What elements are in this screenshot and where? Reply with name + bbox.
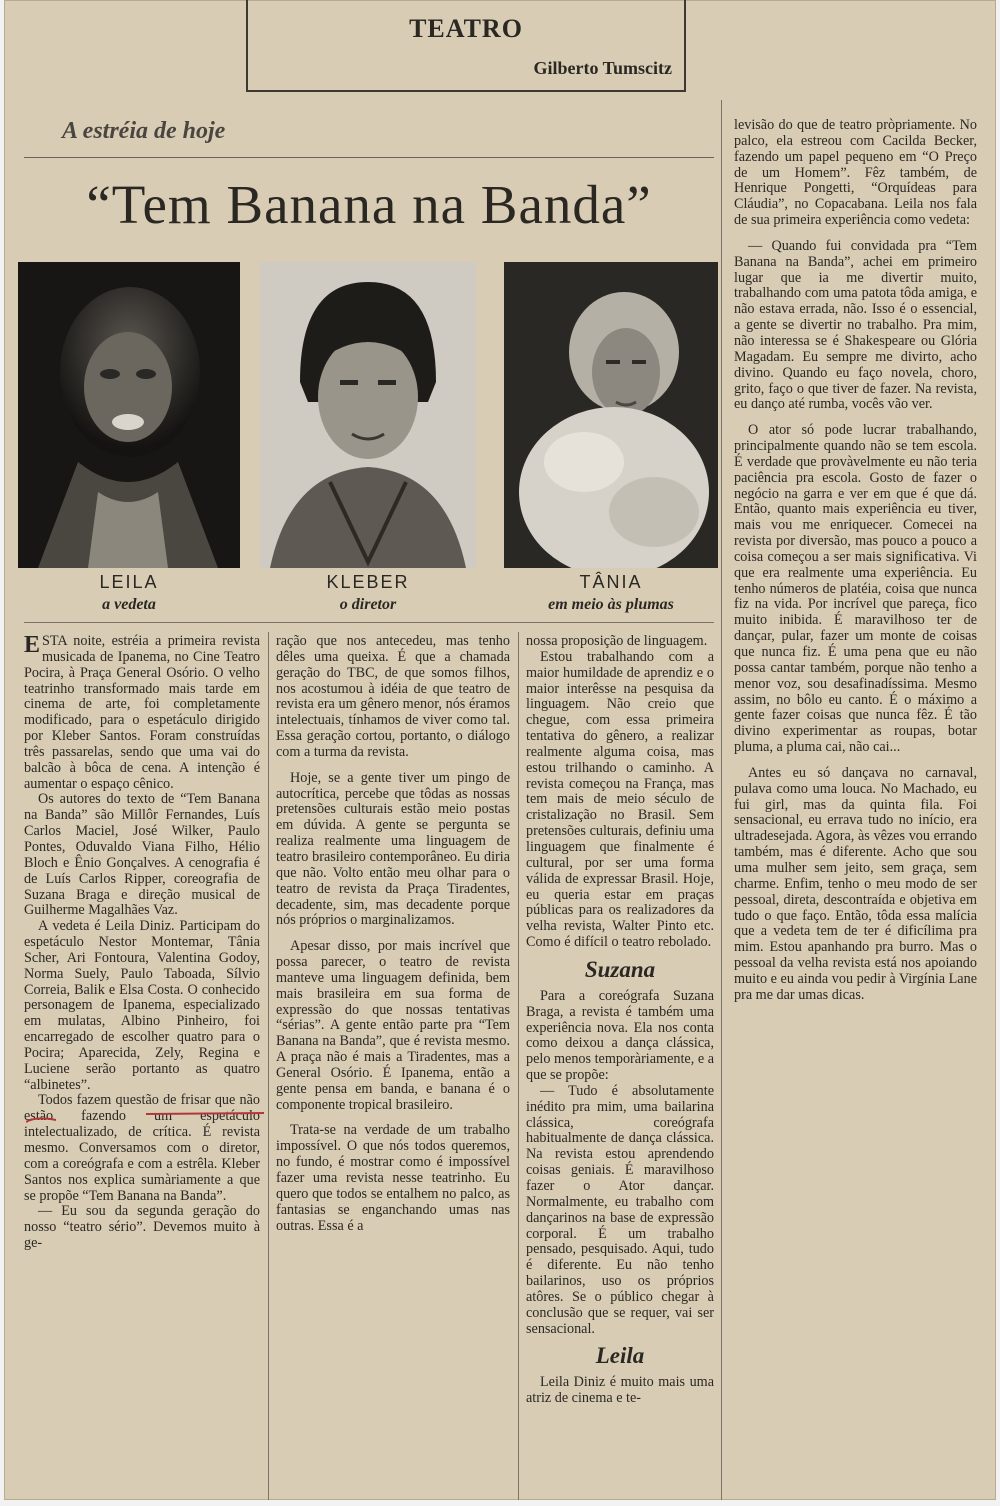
- caption-name-leila: LEILA: [99, 572, 159, 592]
- photo-tania: [504, 262, 718, 568]
- paragraph: levisão do que de teatro pròpriamente. No palco, ela estreou com Cacilda Becker, fazendo um papel pequeno em “O Preço de um Homem”. Fêz também, de Henrique Pongetti, “Orquídeas para Cláudia”, no Copacabana. Leila nos fala de sua primeira experiência como vedeta:: [734, 118, 977, 229]
- paragraph-text: STA noite, estréia a primeira revista musicada de Ipanema, no Cine Teatro Pocira, à Praça General Osório. O velho teatrinho transformado mais tarde em cinema de arte, foi completamente modificado, para o espetáculo dirigido por Kleber Santos. Foram construídas três passarelas, sendo que uma vai do balcão à bôca de cena. A intenção é aumentar o espaço cênico.: [24, 634, 260, 792]
- paragraph: A vedeta é Leila Diniz. Participam do espetáculo Nestor Montemar, Tânia Scher, Ari Fontoura, Valentina Godoy, Norma Suely, Paulo Taboada, Sílvio Correia, Balik e Elsa Costa. O conhecido personagem de Ipanema, especializado em mulatas, Albino Pinheiro, foi encarregado de escolher quatro para o Pocira; Aparecida, Zely, Regina e Luciene serão portanto as quatro “albinetes”.: [24, 918, 260, 1093]
- paragraph: Trata-se na verdade de um trabalho impossível. O que nós todos queremos, no fundo, é mostrar como é impossível fazer uma revista nesse teatrinho. Eu quero que todos se entalhem no palco, as fantasias se enganchando umas nas outras. Essa é a: [276, 1122, 510, 1234]
- paragraph: — Quando fui convidada pra “Tem Banana na Banda”, achei em primeiro lugar que ia me divertir muito, trabalhando com uma patota tôda amiga, e não estava errada, não. Isso é o essencial, a gente se divertir no trabalho. Pra mim, não interessa se é Shakespeare ou Glória Magadam. Eu sempre me divirto, acho divino. Quando eu faço novela, choro, grito, faço o que tiver de fazer. Na revista, eu danço até rumba, vocês vão ver.: [734, 237, 977, 413]
- caption-role-leila: a vedeta: [102, 596, 156, 613]
- paragraph: Estou trabalhando com a maior humildade de aprendiz e o maior interêsse na pesquisa da linguagem. Não creio que chegue, com essa primeira tentativa do gênero, a realizar realmente alguma coisa, mas estou trilhando o caminho. A revista começou na França, mas tem mais de meio século de cristalização no Brasil. Sem pretensões culturais, definiu uma linguagem que finalmente é cultural, por ser uma forma válida de expressar Brasil. Hoje, eu queria estar em praças públicas para os realizadores da velha revista, Walter Pinto etc. Como é difícil o teatro rebolado.: [526, 648, 714, 951]
- paragraph: — Eu sou da segunda geração do nosso “teatro sério”. Devemos muito à ge-: [24, 1203, 260, 1252]
- pen-underline-mark: [26, 1110, 266, 1124]
- caption-name-tania: TÂNIA: [579, 572, 643, 592]
- paragraph: Para a coreógrafa Suzana Braga, a revista é também uma experiência nova. Ela nos conta como deixou a dança clássica, pelo menos temporàriamente, e a que se propõe:: [526, 987, 714, 1084]
- subheading-leila: Leila: [595, 1343, 645, 1369]
- paragraph: Leila Diniz é muito mais uma atriz de cinema e te-: [526, 1374, 714, 1407]
- photo-leila: [18, 262, 240, 568]
- paragraph: nossa proposição de linguagem.: [526, 634, 708, 649]
- headline: “Tem Banana na Banda”: [86, 174, 652, 235]
- caption-name-kleber: KLEBER: [326, 572, 410, 592]
- paragraph: Apesar disso, por mais incrível que possa parecer, o teatro de revista manteve uma linguagem definida, bem mais brasileira em sua forma de expressão do que nossas tentativas “sérias”. A gente então parte pra “Tem Banana na Banda”, que é revista mesmo. A praça não é mais a Tiradentes, mas a General Osório. É Ipanema, então a gente pensa em banda, e banana é o componente tropical brasileiro.: [276, 938, 510, 1113]
- column-rule: [268, 632, 269, 1500]
- paragraph: ração que nos antecedeu, mas tenho dêles uma queixa. É que a chamada geração do TBC, de que somos filhos, nos acostumou à idéia de que teatro de revista era um gênero menor, nós éramos intelectuais, tínhamos de viver como tal. Essa geração cortou, portanto, o diálogo com a turma da revista.: [276, 634, 510, 760]
- section-header: [246, 0, 686, 92]
- paragraph: — Tudo é absolutamente inédito pra mim, uma bailarina clássica, coreógrafa habitualmente de dança clássica. Na revista estou aprendendo coisas geniais. É maravilhoso fazer o Ator dançar. Normalmente, eu trabalho com dançarinos na base de expressão corporal. É um trabalho pensado, pesquisado. Aqui, tudo é diferente. Eu não tenho bailarinos, uso os próprios atôres. Se o público chegar à conclusão que se requer, vai ser sensacional.: [526, 1082, 714, 1337]
- kicker: A estréia de hoje: [62, 118, 226, 144]
- paragraph: Os autores do texto de “Tem Banana na Banda” são Millôr Fernandes, Luís Carlos Maciel, José Wilker, Paulo Pontes, Oduvaldo Viana Filho, Hélio Bloch e Ênio Gonçalves. A cenografia é de Luís Carlos Ripper, coreografia de Suzana Braga e direção musical de Guilherme Magalhães Vaz.: [24, 791, 260, 919]
- column-rule: [518, 632, 519, 1500]
- drop-cap: E: [24, 634, 41, 658]
- paragraph: [24, 634, 260, 792]
- column-rule: [721, 100, 722, 1500]
- paragraph: Antes eu só dançava no carnaval, pulava como uma louca. No Machado, eu fui girl, mas da quinta fila. Foi sensacional, eu errava tudo no início, era ultradesejada. Agora, às vêzes vou errando também, mas é diferente. Acho que sou uma mulher sem jeito, sem graça, sem charme. Enfim, tenho o meu modo de ser pessoal, direta, descontraída e objetiva em tudo o que faço. Então, tôda essa malícia que a vedeta tem de ter é dificílima pra mim. Estou apanhando pra burro. Mas o pessoal da velha revista está nos apoiando muito e eu ainda vou pedir à Virgínia Lane pra me dar umas dicas.: [734, 764, 977, 1003]
- divider: [24, 622, 714, 623]
- caption-role-tania: em meio às plumas: [548, 596, 674, 613]
- newspaper-page: [4, 0, 996, 1500]
- paragraph: O ator só pode lucrar trabalhando, principalmente quando não se tem escola. É verdade que provàvelmente eu não teria paciência pra escola. Gosto de fazer o negócio na garra e ver em que é que dá. Então, quanto mais experiência eu tiver, mais vou me enriquecer. Comecei na revista por diversão, mas pouco a pouco a coisa começou a ser mais significativa. Vi que era realmente uma experiência. Eu tenho números de platéia, coisa que nunca fiz na vida. Por incrível que pareça, fico muito inibida. É maravilhoso ter de dançar, pular, fazer um monte de coisas que nunca fiz. É uma pena que eu não possa cantar também, porque não tenho a menor voz, sou desafinadíssima. Mesmo assim, no bôlo eu canto. É o máximo a gente fazer coisas que nunca fêz. É tão divino experimentar as roupas, botar pluma, a pluma cai, não cai...: [734, 422, 977, 756]
- article-column-2: [276, 634, 510, 1500]
- author-byline: Gilberto Tumscitz: [533, 58, 672, 78]
- divider: [24, 157, 714, 158]
- paragraph: Todos fazem questão de frisar que não estão fazendo um espetáculo intelectualizado, de crítica. É revista mesmo. Conversamos com o diretor, com a coreógrafa e com a estrêla. Kleber Santos nos explica sumàriamente a que se propõe “Tem Banana na Banda”.: [24, 1092, 260, 1204]
- section-title: TEATRO: [409, 14, 523, 43]
- paragraph: Hoje, se a gente tiver um pingo de autocrítica, percebe que tôdas as nossas pretensões culturais estão meio postas em dúvida. A gente se pergunta se realiza realmente uma linguagem de teatro brasileiro contemporâneo. Eu diria que não. Volto então meu olhar para o teatro de revista da Praça Tiradentes, decadente, sim, mas decadente porque nós próprios o marginalizamos.: [276, 769, 510, 929]
- article-column-1: [24, 634, 260, 1500]
- article-column-4: [734, 118, 977, 1500]
- article-column-3: [526, 634, 714, 1500]
- caption-role-kleber: o diretor: [339, 596, 397, 613]
- photo-kleber: [260, 262, 476, 568]
- subheading-suzana: Suzana: [584, 956, 656, 982]
